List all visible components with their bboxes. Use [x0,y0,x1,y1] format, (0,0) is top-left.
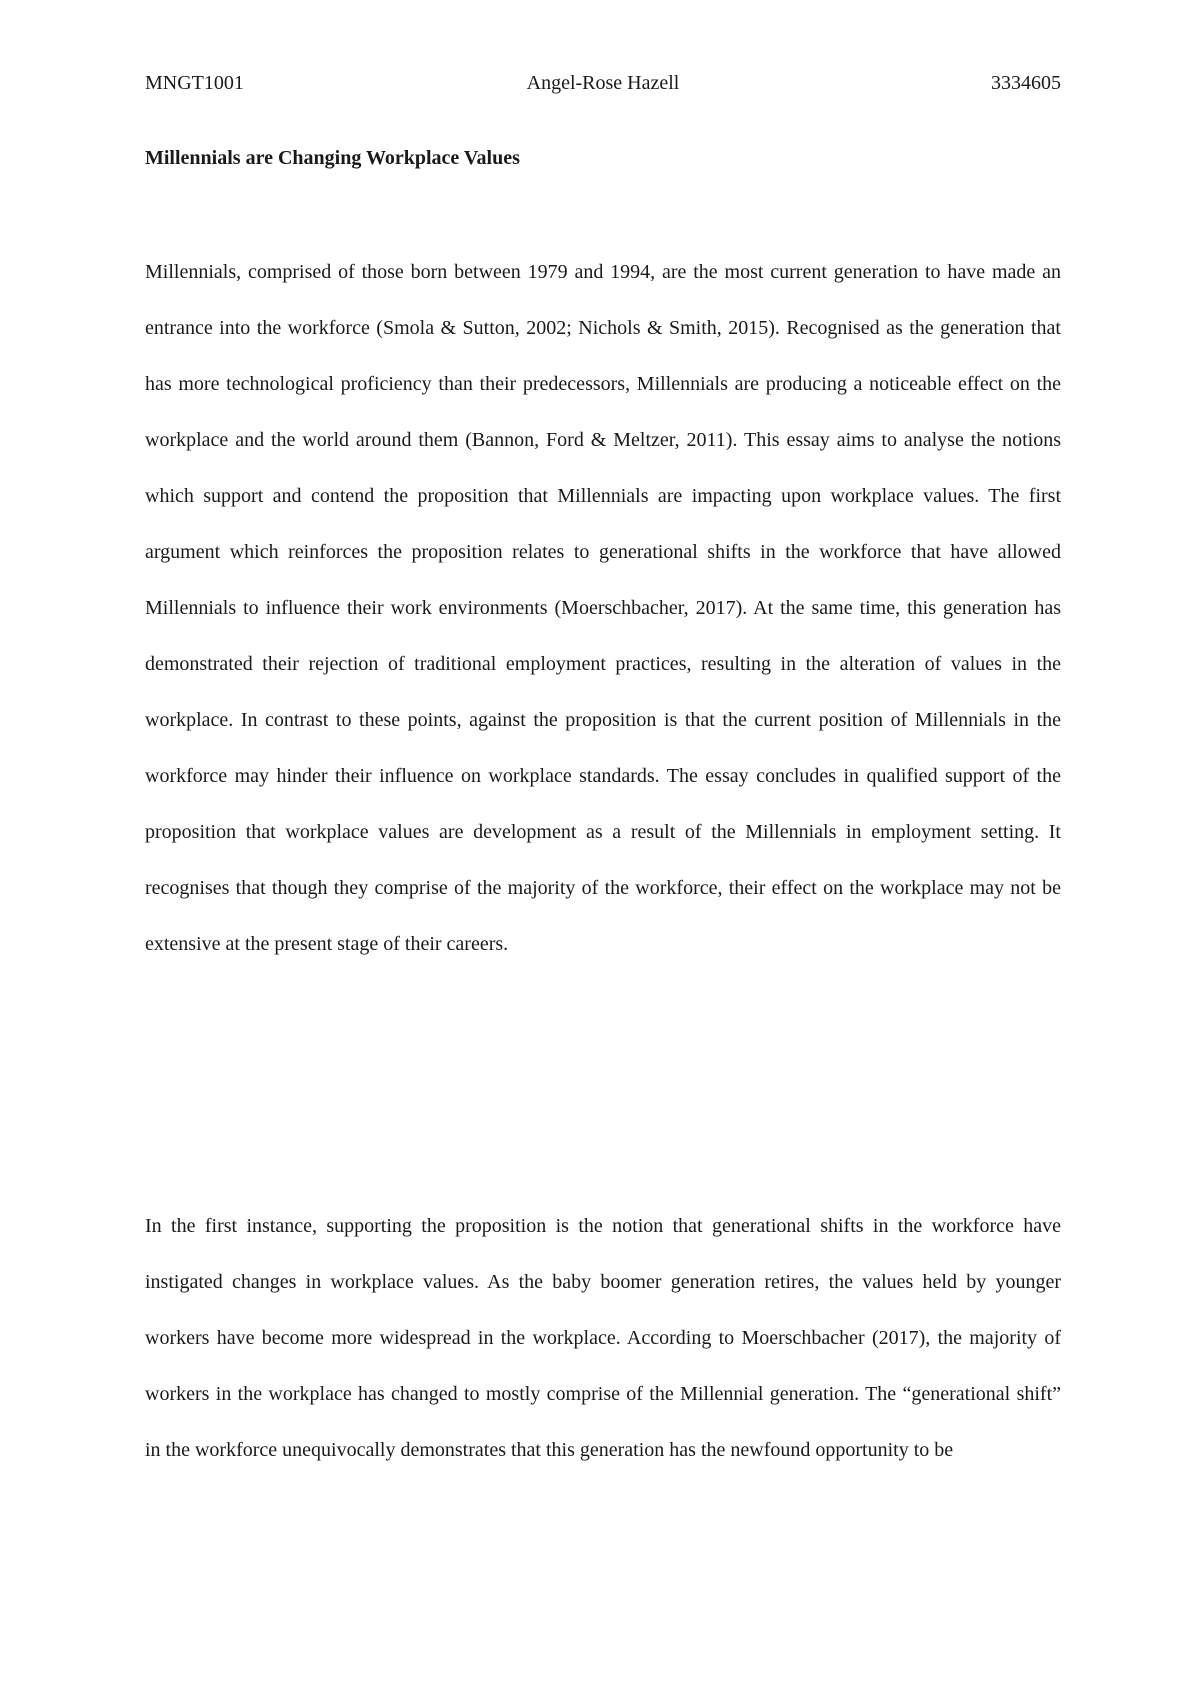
page-header [145,72,1061,102]
author-name: Angel-Rose Hazell [526,72,680,94]
student-id: 3334605 [991,72,1061,94]
essay-title: Millennials are Changing Workplace Values [145,147,520,169]
paragraph-introduction: Millennials, comprised of those born between 1979 and 1994, are the most current generation to have made an entrance into the workforce (Smola & Sutton, 2002; Nichols & Smith, 2015). Recognised as the generation that has more technological proficiency than their predecessors, Millennials are producing a noticeable effect on the workplace and the world around them (Bannon, Ford & Meltzer, 2011). This essay aims to analyse the notions which support and contend the proposition that Millennials are impacting upon workplace values. The first argument which reinforces the proposition relates to generational shifts in the workforce that have allowed Millennials to influence their work environments (Moerschbacher, 2017). At the same time, this generation has demonstrated their rejection of traditional employment practices, resulting in the alteration of values in the workplace. In contrast to these points, against the proposition is that the current position of Millennials in the workforce may hinder their influence on workplace standards. The essay concludes in qualified support of the proposition that workplace values are development as a result of the Millennials in employment setting. It recognises that though they comprise of the majority of the workforce, their effect on the workplace may not be extensive at the present stage of their careers. [145,261,1061,955]
course-code: MNGT1001 [145,72,244,94]
paragraph-body-1: In the first instance, supporting the proposition is the notion that generational shifts in the workforce have instigated changes in workplace values. As the baby boomer generation retires, the values held by younger workers have become more widespread in the workplace. According to Moerschbacher (2017), the majority of workers in the workplace has changed to mostly comprise of the Millennial generation. The “generational shift” in the workforce unequivocally demonstrates that this generation has the newfound opportunity to be [145,1215,1061,1461]
